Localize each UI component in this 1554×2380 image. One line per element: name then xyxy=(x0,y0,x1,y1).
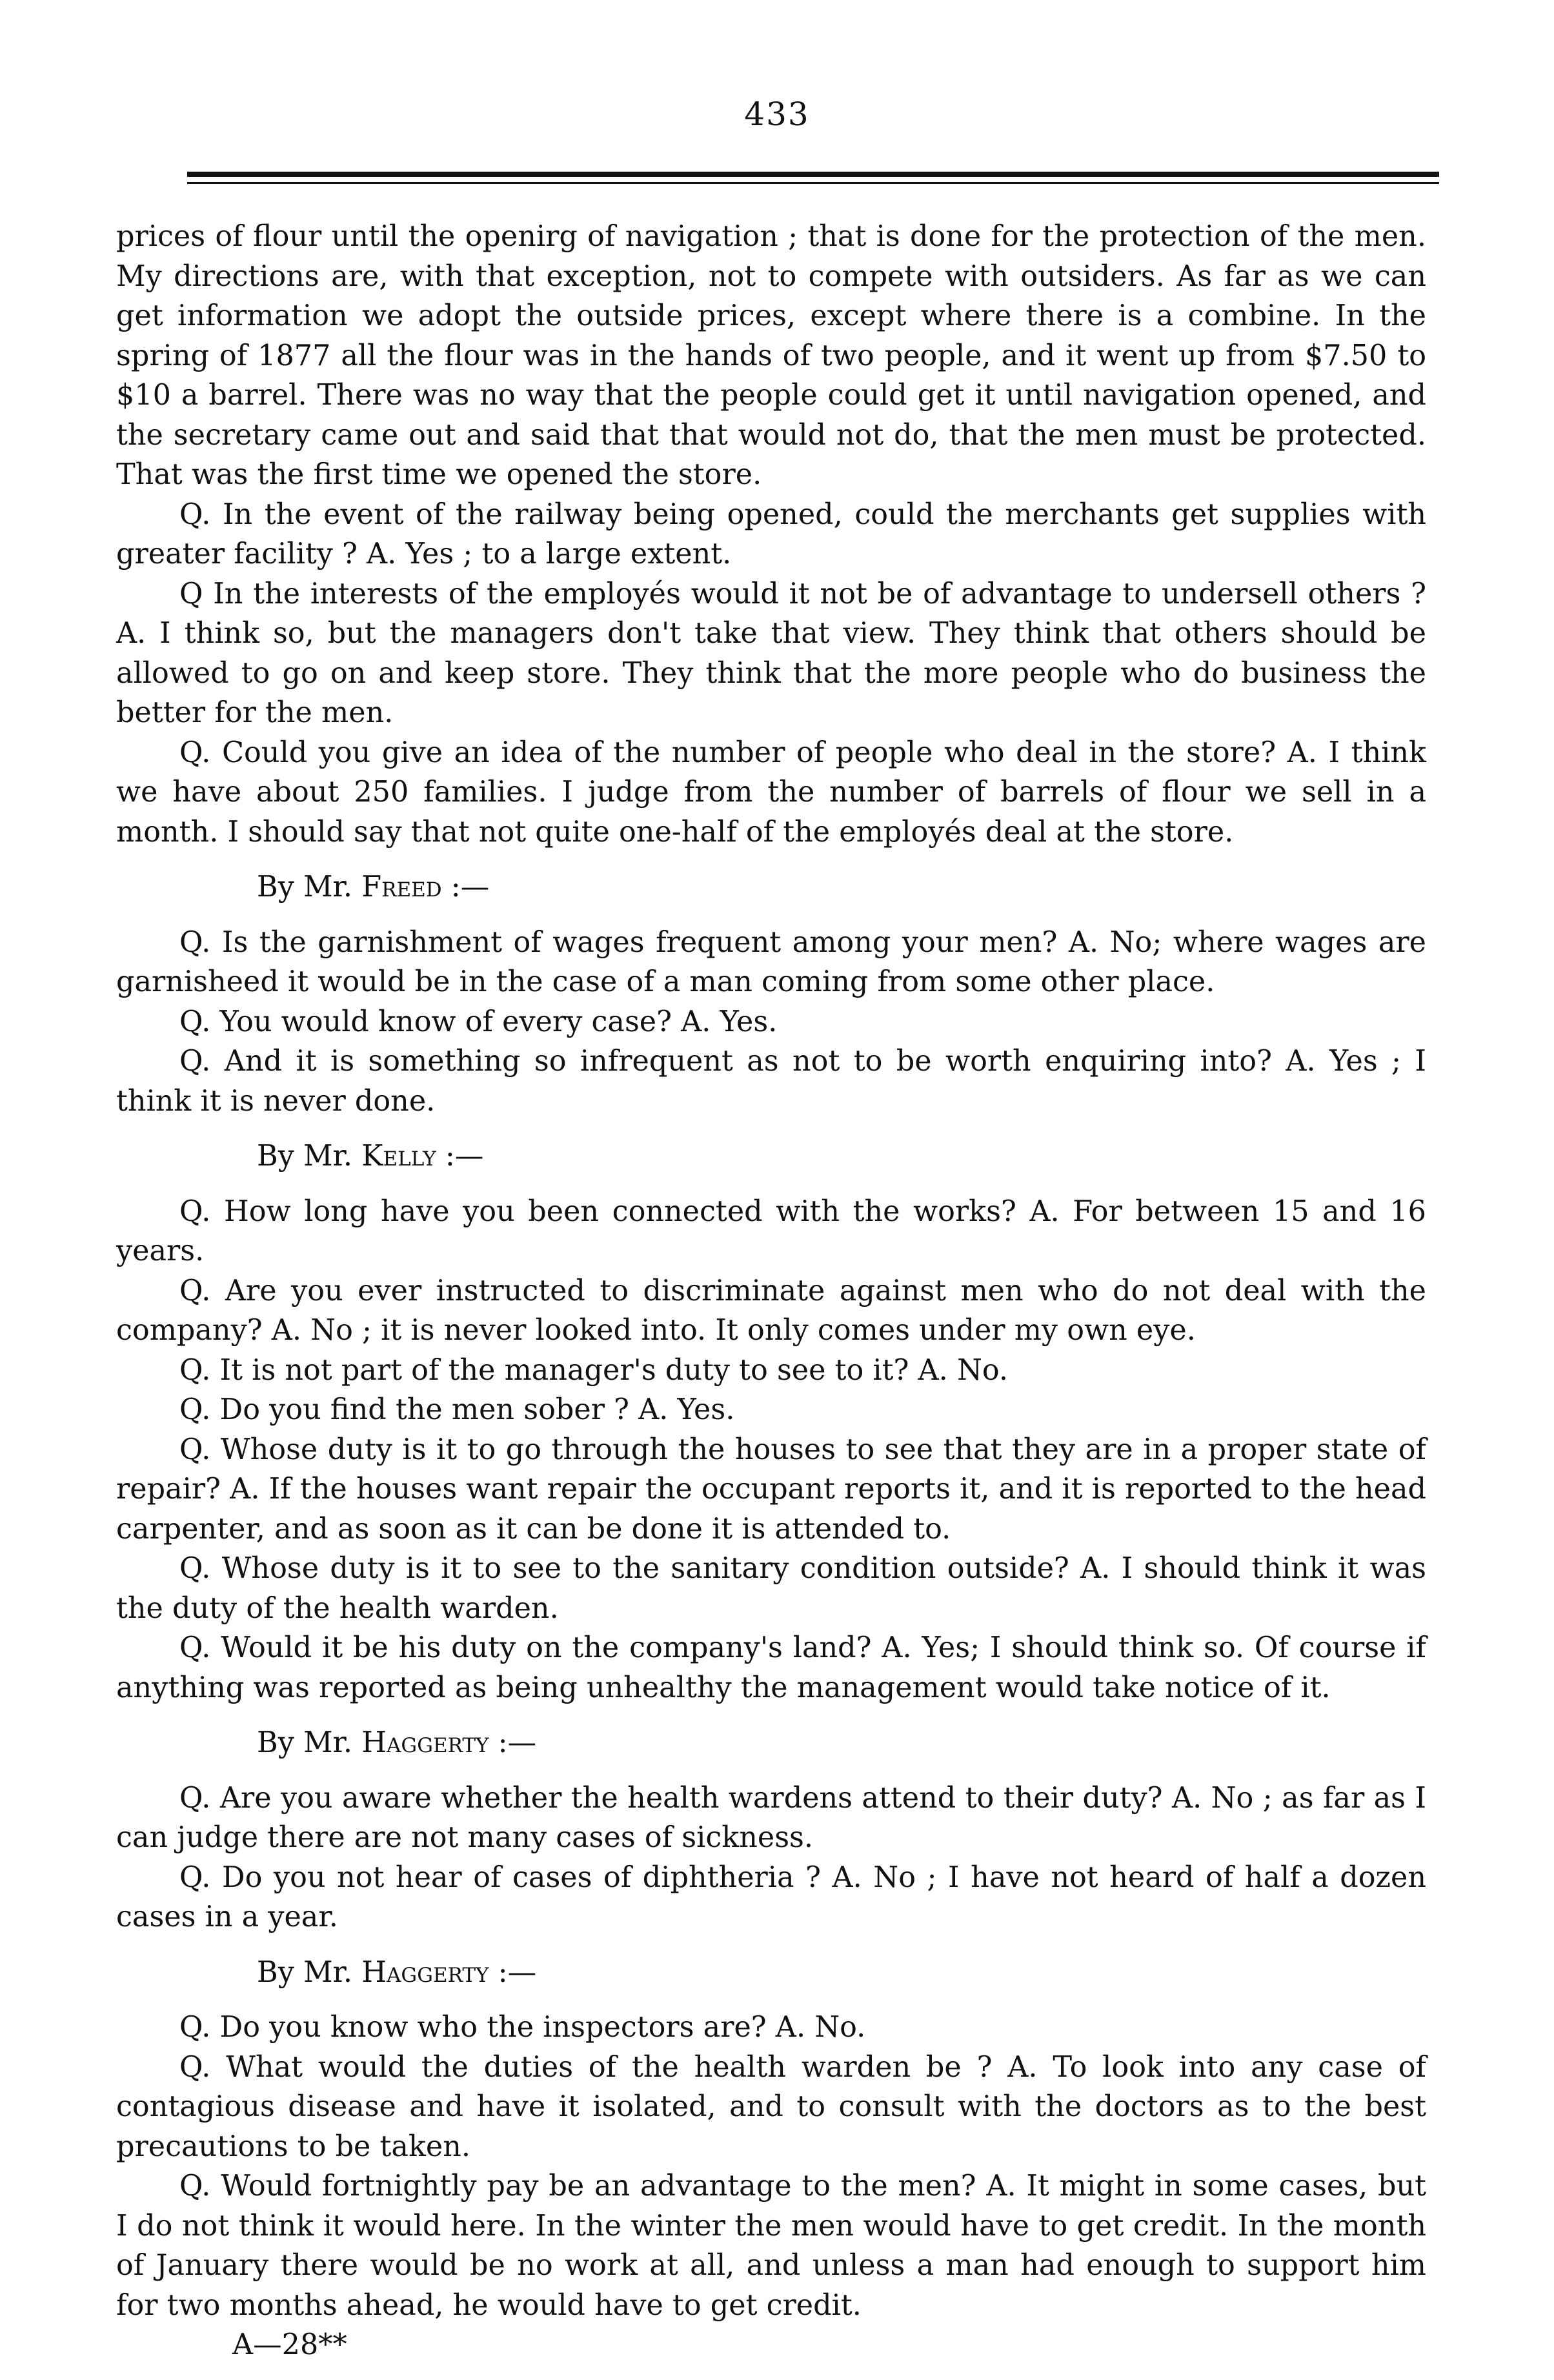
examiner-name: Haggerty xyxy=(361,1955,489,1989)
examiner-heading: By Mr. Haggerty :— xyxy=(257,1955,537,1989)
question-paragraph: Q. What would the duties of the health warden be ? A. To look into any case of contagious disease and have it isolated, and to consult with the doctors as to the best precautions to be taken. xyxy=(116,2050,1426,2163)
question-paragraph: Q. Do you not hear of cases of diphtheria ? A. No ; I have not heard of half a dozen cases in a year. xyxy=(116,1861,1426,1933)
examiner-name: Kelly xyxy=(361,1140,436,1173)
question-paragraph: Q. Do you know who the inspectors are? A. No. xyxy=(179,2011,866,2044)
question-paragraph: Q. Do you find the men sober ? A. Yes. xyxy=(179,1393,735,1426)
paragraph: prices of flour until the openirg of navigation ; that is done for the protection of the men. My directions are, with that exception, not to compete with outsiders. As far as we can get information we adopt the outside prices, except where there is a combine. In the spring of 1877 all the flour was in the hands of two people, and it went up from $7.50 to $10 a barrel. There was no way that the people could get it until navigation opened, and the secretary came out and said that that would not do, that the men must be protected. That was the first time we opened the store. xyxy=(116,220,1426,491)
question-paragraph: Q In the interests of the employés would it not be of advantage to undersell others ? A. I think so, but the managers don't take that view. They think that others should be allowed to go on and keep store. They think that the more people who do business the better for the men. xyxy=(116,577,1426,729)
examiner-heading: By Mr. Haggerty :— xyxy=(257,1726,537,1759)
question-paragraph: Q. Whose duty is it to see to the sanitary condition outside? A. I should think it was the duty of the health warden. xyxy=(116,1552,1426,1625)
question-paragraph: Q. And it is something so infrequent as not to be worth enquiring into? A. Yes ; I think it is never done. xyxy=(116,1045,1426,1118)
signature-mark: A—28** xyxy=(232,2328,347,2361)
question-paragraph: Q. Whose duty is it to go through the houses to see that they are in a proper state of repair? A. If the houses want repair the occupant reports it, and it is reported to the head carpenter, and as soon as it can be done it is attended to. xyxy=(116,1433,1426,1546)
question-paragraph: Q. Would it be his duty on the company's land? A. Yes; I should think so. Of course if anything was reported as being unhealthy the management would take notice of it. xyxy=(116,1631,1426,1704)
question-paragraph: Q. How long have you been connected with the works? A. For between 15 and 16 years. xyxy=(116,1195,1426,1267)
question-paragraph: Q. Are you ever instructed to discriminate against men who do not deal with the company? A. No ; it is never looked into. It only comes under my own eye. xyxy=(116,1274,1426,1347)
question-paragraph: Q. Would fortnightly pay be an advantage to the men? A. It might in some cases, but I do not think it would here. In the winter the men would have to get credit. In the month of January there would be no work at all, and unless a man had enough to support him for two months ahead, he would have to get credit. xyxy=(116,2170,1426,2322)
question-paragraph: Q. Could you give an idea of the number of people who deal in the store? A. I think we have about 250 families. I judge from the number of barrels of flour we sell in a month. I should say that not quite one-half of the employés deal at the store. xyxy=(116,736,1426,849)
question-paragraph: Q. You would know of every case? A. Yes. xyxy=(179,1005,778,1038)
question-paragraph: Q. In the event of the railway being opened, could the merchants get supplies with greater facility ? A. Yes ; to a large extent. xyxy=(116,498,1426,570)
examiner-name: Freed xyxy=(361,871,442,903)
question-paragraph: Q. Is the garnishment of wages frequent among your men? A. No; where wages are garnisheed it would be in the case of a man coming from some other place. xyxy=(116,925,1426,998)
page-number: 433 xyxy=(744,96,810,133)
testimony-body xyxy=(116,217,1426,2365)
header-rule-thin xyxy=(187,182,1439,184)
examiner-name: Haggerty xyxy=(361,1726,489,1759)
examiner-heading: By Mr. Kelly :— xyxy=(257,1140,484,1173)
examiner-heading: By Mr. Freed :— xyxy=(257,871,490,903)
header-rule-thick xyxy=(187,172,1439,177)
question-paragraph: Q. It is not part of the manager's duty to see to it? A. No. xyxy=(179,1353,1009,1387)
question-paragraph: Q. Are you aware whether the health wardens attend to their duty? A. No ; as far as I can judge there are not many cases of sickness. xyxy=(116,1781,1426,1854)
